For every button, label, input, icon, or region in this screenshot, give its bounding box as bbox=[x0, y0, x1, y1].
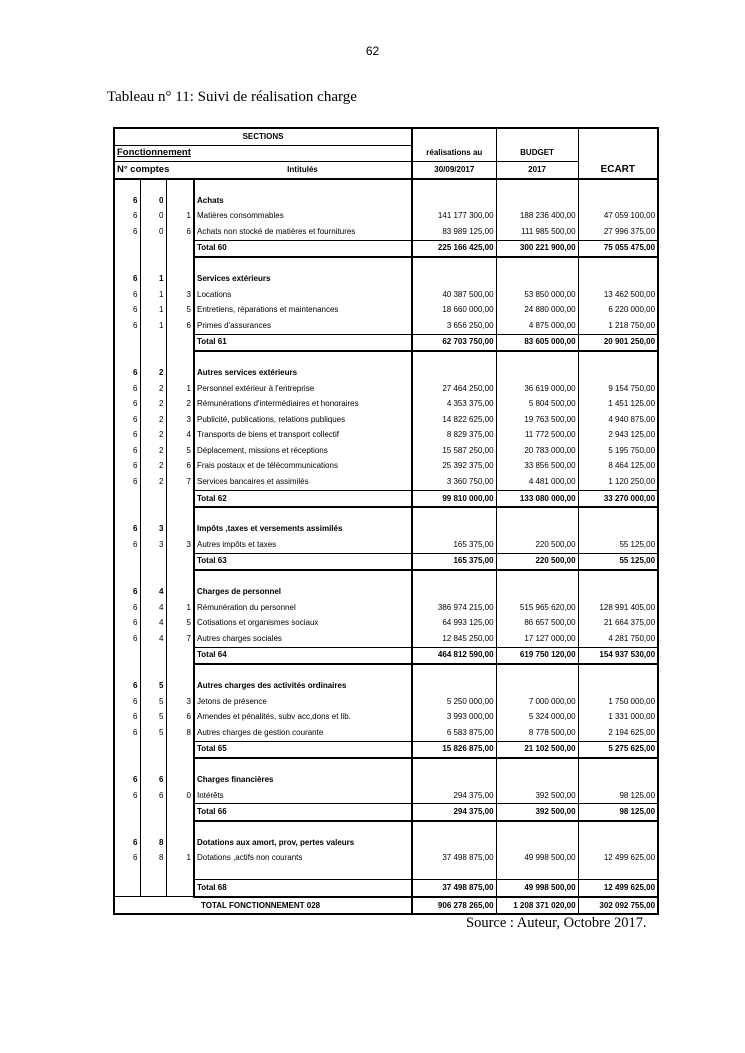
realisation-value: 14 822 625,00 bbox=[412, 412, 496, 428]
ecart-value: 8 464 125,00 bbox=[578, 459, 658, 475]
realisation-value: 3 993 000,00 bbox=[412, 709, 496, 725]
total-realisation: 62 703 750,00 bbox=[412, 334, 496, 351]
table-row bbox=[114, 302, 658, 318]
table-row bbox=[114, 428, 658, 444]
total-ecart: 55 125,00 bbox=[578, 553, 658, 570]
total-row bbox=[114, 490, 658, 507]
header-realisations: réalisations au bbox=[412, 145, 496, 162]
budget-value: 17 127 000,00 bbox=[496, 631, 578, 647]
account-detail: 6 bbox=[166, 459, 194, 475]
total-realisation: 37 498 875,00 bbox=[412, 880, 496, 897]
group-heading-row bbox=[114, 772, 658, 788]
budget-value: 4 875 000,00 bbox=[496, 318, 578, 334]
table-row bbox=[114, 381, 658, 397]
realisation-value: 4 353 375,00 bbox=[412, 396, 496, 412]
budget-value: 515 965 620,00 bbox=[496, 600, 578, 616]
total-budget: 133 080 000,00 bbox=[496, 490, 578, 507]
spacer-row bbox=[114, 664, 658, 678]
header-fonctionnement: Fonctionnement bbox=[117, 147, 191, 159]
realisation-value: 12 845 250,00 bbox=[412, 631, 496, 647]
total-realisation: 464 812 590,00 bbox=[412, 647, 496, 664]
ecart-value: 12 499 625,00 bbox=[578, 851, 658, 867]
row-label: Primes d'assurances bbox=[194, 318, 412, 334]
account-sub: 4 bbox=[140, 631, 166, 647]
total-budget: 619 750 120,00 bbox=[496, 647, 578, 664]
account-detail: 7 bbox=[166, 631, 194, 647]
realisation-value: 25 392 375,00 bbox=[412, 459, 496, 475]
budget-value: 11 772 500,00 bbox=[496, 428, 578, 444]
realisation-value: 141 177 300,00 bbox=[412, 208, 496, 224]
account-sub: 3 bbox=[140, 521, 166, 537]
row-label: Cotisations et organismes sociaux bbox=[194, 615, 412, 631]
table-row bbox=[114, 537, 658, 553]
account-sub: 6 bbox=[140, 788, 166, 804]
account-detail: 1 bbox=[166, 208, 194, 224]
row-label: Matières consommables bbox=[194, 208, 412, 224]
table-row bbox=[114, 474, 658, 490]
account-class: 6 bbox=[114, 615, 140, 631]
grand-total-budget: 1 208 371 020,00 bbox=[496, 897, 578, 915]
ecart-value: 1 331 000,00 bbox=[578, 709, 658, 725]
account-class: 6 bbox=[114, 851, 140, 867]
budget-value: 19 763 500,00 bbox=[496, 412, 578, 428]
account-sub: 5 bbox=[140, 678, 166, 694]
total-realisation: 225 166 425,00 bbox=[412, 240, 496, 257]
account-class: 6 bbox=[114, 835, 140, 851]
ecart-value: 6 220 000,00 bbox=[578, 302, 658, 318]
budget-value: 24 880 000,00 bbox=[496, 302, 578, 318]
table-row bbox=[114, 709, 658, 725]
total-ecart: 75 055 475,00 bbox=[578, 240, 658, 257]
budget-value: 33 856 500,00 bbox=[496, 459, 578, 475]
table-row bbox=[114, 412, 658, 428]
group-heading: Autres services extérieurs bbox=[194, 365, 412, 381]
row-label: Amendes et pénalités, subv acc,dons et lib. bbox=[194, 709, 412, 725]
account-sub: 2 bbox=[140, 459, 166, 475]
budget-value: 49 998 500,00 bbox=[496, 851, 578, 867]
realisation-value: 386 974 215,00 bbox=[412, 600, 496, 616]
source-note: Source : Auteur, Octobre 2017. bbox=[466, 915, 647, 931]
account-sub: 0 bbox=[140, 224, 166, 240]
spacer-row bbox=[114, 570, 658, 584]
ecart-value: 98 125,00 bbox=[578, 788, 658, 804]
budget-value: 36 619 000,00 bbox=[496, 381, 578, 397]
realisation-value: 37 498 875,00 bbox=[412, 851, 496, 867]
realisation-value: 3 360 750,00 bbox=[412, 474, 496, 490]
table-row bbox=[114, 788, 658, 804]
total-label: Total 68 bbox=[194, 880, 412, 897]
account-sub: 5 bbox=[140, 725, 166, 741]
budget-value: 220 500,00 bbox=[496, 537, 578, 553]
row-label: Intérêts bbox=[194, 788, 412, 804]
budget-value: 5 804 500,00 bbox=[496, 396, 578, 412]
spacer-row bbox=[114, 866, 658, 880]
account-sub: 5 bbox=[140, 709, 166, 725]
account-class: 6 bbox=[114, 193, 140, 209]
row-label: Autres impôts et taxes bbox=[194, 537, 412, 553]
ecart-value: 9 154 750,00 bbox=[578, 381, 658, 397]
table-row bbox=[114, 694, 658, 710]
ecart-value: 1 218 750,00 bbox=[578, 318, 658, 334]
account-class: 6 bbox=[114, 678, 140, 694]
total-row bbox=[114, 553, 658, 570]
total-row bbox=[114, 647, 658, 664]
account-sub: 2 bbox=[140, 443, 166, 459]
ecart-value: 21 664 375,00 bbox=[578, 615, 658, 631]
total-ecart: 5 275 625,00 bbox=[578, 741, 658, 758]
table-row bbox=[114, 725, 658, 741]
account-class: 6 bbox=[114, 537, 140, 553]
group-heading-row bbox=[114, 271, 658, 287]
header-ecart: ECART bbox=[578, 162, 658, 179]
table-row bbox=[114, 851, 658, 867]
realisation-value: 165 375,00 bbox=[412, 537, 496, 553]
account-sub: 2 bbox=[140, 381, 166, 397]
table-row bbox=[114, 459, 658, 475]
ecart-value: 55 125,00 bbox=[578, 537, 658, 553]
budget-value: 392 500,00 bbox=[496, 788, 578, 804]
spacer-row bbox=[114, 758, 658, 772]
header-intitules: Intitulés bbox=[194, 162, 412, 179]
group-heading-row bbox=[114, 835, 658, 851]
total-label: Total 66 bbox=[194, 804, 412, 821]
header-row-comptes bbox=[114, 162, 658, 179]
realisation-value: 83 989 125,00 bbox=[412, 224, 496, 240]
total-realisation: 294 375,00 bbox=[412, 804, 496, 821]
row-label: Rémunérations d'intermédiaires et honoraires bbox=[194, 396, 412, 412]
ecart-value: 47 059 100,00 bbox=[578, 208, 658, 224]
account-class: 6 bbox=[114, 631, 140, 647]
account-detail: 5 bbox=[166, 615, 194, 631]
total-ecart: 98 125,00 bbox=[578, 804, 658, 821]
account-sub: 2 bbox=[140, 412, 166, 428]
realisation-value: 15 587 250,00 bbox=[412, 443, 496, 459]
row-label: Achats non stocké de matières et fournitures bbox=[194, 224, 412, 240]
header-date: 30/09/2017 bbox=[412, 162, 496, 179]
account-sub: 4 bbox=[140, 584, 166, 600]
account-sub: 1 bbox=[140, 318, 166, 334]
total-row bbox=[114, 741, 658, 758]
account-detail: 4 bbox=[166, 428, 194, 444]
row-label: Locations bbox=[194, 287, 412, 303]
group-heading-row bbox=[114, 521, 658, 537]
total-label: Total 64 bbox=[194, 647, 412, 664]
budget-table bbox=[113, 127, 659, 915]
budget-value: 8 778 500,00 bbox=[496, 725, 578, 741]
account-class: 6 bbox=[114, 381, 140, 397]
header-row-fonctionnement bbox=[114, 145, 658, 162]
account-detail: 3 bbox=[166, 287, 194, 303]
total-label: Total 60 bbox=[194, 240, 412, 257]
realisation-value: 18 660 000,00 bbox=[412, 302, 496, 318]
account-detail: 3 bbox=[166, 537, 194, 553]
total-budget: 220 500,00 bbox=[496, 553, 578, 570]
ecart-value: 128 991 405,00 bbox=[578, 600, 658, 616]
account-class: 6 bbox=[114, 443, 140, 459]
total-realisation: 15 826 875,00 bbox=[412, 741, 496, 758]
account-detail: 8 bbox=[166, 725, 194, 741]
account-detail: 3 bbox=[166, 694, 194, 710]
total-budget: 392 500,00 bbox=[496, 804, 578, 821]
budget-value: 86 657 500,00 bbox=[496, 615, 578, 631]
row-label: Entretiens, réparations et maintenances bbox=[194, 302, 412, 318]
grand-total-label: TOTAL FONCTIONNEMENT 028 bbox=[114, 897, 412, 915]
group-heading-row bbox=[114, 678, 658, 694]
realisation-value: 5 250 000,00 bbox=[412, 694, 496, 710]
header-sections: SECTIONS bbox=[114, 128, 412, 145]
table-row bbox=[114, 318, 658, 334]
total-label: Total 63 bbox=[194, 553, 412, 570]
account-class: 6 bbox=[114, 772, 140, 788]
group-heading-row bbox=[114, 193, 658, 209]
grand-total-row bbox=[114, 897, 658, 915]
budget-value: 20 783 000,00 bbox=[496, 443, 578, 459]
group-heading: Dotations aux amort, prov, pertes valeurs bbox=[194, 835, 412, 851]
row-label: Services bancaires et assimilés bbox=[194, 474, 412, 490]
group-heading-row bbox=[114, 584, 658, 600]
ecart-value: 2 194 625,00 bbox=[578, 725, 658, 741]
table-caption: Tableau n° 11: Suivi de réalisation charge bbox=[107, 89, 357, 105]
table-row bbox=[114, 287, 658, 303]
account-sub: 5 bbox=[140, 694, 166, 710]
account-class: 6 bbox=[114, 600, 140, 616]
total-budget: 83 605 000,00 bbox=[496, 334, 578, 351]
row-label: Transports de biens et transport collectif bbox=[194, 428, 412, 444]
header-n-comptes: N° comptes bbox=[114, 162, 194, 179]
account-detail: 5 bbox=[166, 302, 194, 318]
account-class: 6 bbox=[114, 271, 140, 287]
grand-total-realisation: 906 278 265,00 bbox=[412, 897, 496, 915]
account-sub: 2 bbox=[140, 474, 166, 490]
total-ecart: 20 901 250,00 bbox=[578, 334, 658, 351]
header-row-sections bbox=[114, 128, 658, 145]
total-label: Total 61 bbox=[194, 334, 412, 351]
total-budget: 21 102 500,00 bbox=[496, 741, 578, 758]
account-sub: 0 bbox=[140, 193, 166, 209]
header-year: 2017 bbox=[496, 162, 578, 179]
budget-value: 4 481 000,00 bbox=[496, 474, 578, 490]
row-label: Publicité, publications, relations publiques bbox=[194, 412, 412, 428]
group-heading: Services extérieurs bbox=[194, 271, 412, 287]
realisation-value: 6 583 875,00 bbox=[412, 725, 496, 741]
total-budget: 300 221 900,00 bbox=[496, 240, 578, 257]
ecart-value: 2 943 125,00 bbox=[578, 428, 658, 444]
spacer-row bbox=[114, 351, 658, 365]
table-row bbox=[114, 443, 658, 459]
budget-value: 5 324 000,00 bbox=[496, 709, 578, 725]
account-detail: 5 bbox=[166, 443, 194, 459]
header-budget: BUDGET bbox=[496, 145, 578, 162]
account-detail: 0 bbox=[166, 788, 194, 804]
ecart-value: 1 750 000,00 bbox=[578, 694, 658, 710]
spacer-row bbox=[114, 507, 658, 521]
total-ecart: 154 937 530,00 bbox=[578, 647, 658, 664]
realisation-value: 27 464 250,00 bbox=[412, 381, 496, 397]
table-row bbox=[114, 600, 658, 616]
total-label: Total 65 bbox=[194, 741, 412, 758]
grand-total-ecart: 302 092 755,00 bbox=[578, 897, 658, 915]
row-label: Jetons de présence bbox=[194, 694, 412, 710]
account-sub: 2 bbox=[140, 396, 166, 412]
account-detail: 6 bbox=[166, 318, 194, 334]
account-detail: 3 bbox=[166, 412, 194, 428]
total-ecart: 12 499 625,00 bbox=[578, 880, 658, 897]
ecart-value: 13 462 500,00 bbox=[578, 287, 658, 303]
account-sub: 0 bbox=[140, 208, 166, 224]
account-detail: 1 bbox=[166, 600, 194, 616]
total-realisation: 99 810 000,00 bbox=[412, 490, 496, 507]
account-class: 6 bbox=[114, 521, 140, 537]
account-sub: 4 bbox=[140, 615, 166, 631]
total-row bbox=[114, 880, 658, 897]
account-class: 6 bbox=[114, 365, 140, 381]
account-class: 6 bbox=[114, 459, 140, 475]
row-label: Personnel extérieur à l'entreprise bbox=[194, 381, 412, 397]
account-detail: 6 bbox=[166, 224, 194, 240]
ecart-value: 1 120 250,00 bbox=[578, 474, 658, 490]
group-heading-row bbox=[114, 365, 658, 381]
row-label: Rémunération du personnel bbox=[194, 600, 412, 616]
table-row bbox=[114, 615, 658, 631]
account-class: 6 bbox=[114, 208, 140, 224]
realisation-value: 3 656 250,00 bbox=[412, 318, 496, 334]
row-label: Autres charges de gestion courante bbox=[194, 725, 412, 741]
account-detail: 1 bbox=[166, 851, 194, 867]
account-class: 6 bbox=[114, 224, 140, 240]
realisation-value: 64 993 125,00 bbox=[412, 615, 496, 631]
account-sub: 1 bbox=[140, 271, 166, 287]
account-sub: 1 bbox=[140, 287, 166, 303]
ecart-value: 4 940 875,00 bbox=[578, 412, 658, 428]
total-row bbox=[114, 804, 658, 821]
spacer-row bbox=[114, 179, 658, 193]
ecart-value: 5 195 750,00 bbox=[578, 443, 658, 459]
group-heading: Autres charges des activités ordinaires bbox=[194, 678, 412, 694]
table-row bbox=[114, 631, 658, 647]
group-heading: Charges financières bbox=[194, 772, 412, 788]
account-sub: 6 bbox=[140, 772, 166, 788]
group-heading: Achats bbox=[194, 193, 412, 209]
spacer-row bbox=[114, 821, 658, 835]
total-label: Total 62 bbox=[194, 490, 412, 507]
account-class: 6 bbox=[114, 428, 140, 444]
budget-value: 111 985 500,00 bbox=[496, 224, 578, 240]
row-label: Déplacement, missions et réceptions bbox=[194, 443, 412, 459]
account-sub: 3 bbox=[140, 537, 166, 553]
total-realisation: 165 375,00 bbox=[412, 553, 496, 570]
spacer-row bbox=[114, 257, 658, 271]
table-row bbox=[114, 208, 658, 224]
table-row bbox=[114, 224, 658, 240]
ecart-value: 1 451 125,00 bbox=[578, 396, 658, 412]
account-class: 6 bbox=[114, 725, 140, 741]
row-label: Autres charges sociales bbox=[194, 631, 412, 647]
realisation-value: 8 829 375,00 bbox=[412, 428, 496, 444]
budget-value: 188 236 400,00 bbox=[496, 208, 578, 224]
account-class: 6 bbox=[114, 318, 140, 334]
realisation-value: 40 387 500,00 bbox=[412, 287, 496, 303]
budget-value: 7 000 000,00 bbox=[496, 694, 578, 710]
account-sub: 1 bbox=[140, 302, 166, 318]
account-class: 6 bbox=[114, 788, 140, 804]
account-detail: 7 bbox=[166, 474, 194, 490]
total-ecart: 33 270 000,00 bbox=[578, 490, 658, 507]
account-detail: 2 bbox=[166, 396, 194, 412]
ecart-value: 4 281 750,00 bbox=[578, 631, 658, 647]
account-sub: 4 bbox=[140, 600, 166, 616]
realisation-value: 294 375,00 bbox=[412, 788, 496, 804]
account-class: 6 bbox=[114, 694, 140, 710]
group-heading: Impôts ,taxes et versements assimilés bbox=[194, 521, 412, 537]
group-heading: Charges de personnel bbox=[194, 584, 412, 600]
account-class: 6 bbox=[114, 709, 140, 725]
row-label: Frais postaux et de télécommunications bbox=[194, 459, 412, 475]
total-row bbox=[114, 334, 658, 351]
budget-value: 53 850 000,00 bbox=[496, 287, 578, 303]
table-row bbox=[114, 396, 658, 412]
total-budget: 49 998 500,00 bbox=[496, 880, 578, 897]
account-class: 6 bbox=[114, 474, 140, 490]
account-sub: 8 bbox=[140, 851, 166, 867]
account-sub: 2 bbox=[140, 365, 166, 381]
account-class: 6 bbox=[114, 584, 140, 600]
account-sub: 8 bbox=[140, 835, 166, 851]
account-sub: 2 bbox=[140, 428, 166, 444]
account-detail: 6 bbox=[166, 709, 194, 725]
total-row bbox=[114, 240, 658, 257]
account-class: 6 bbox=[114, 287, 140, 303]
page-number: 62 bbox=[365, 44, 380, 58]
account-detail: 1 bbox=[166, 381, 194, 397]
account-class: 6 bbox=[114, 302, 140, 318]
account-class: 6 bbox=[114, 412, 140, 428]
row-label: Dotations ,actifs non courants bbox=[194, 851, 412, 867]
account-class: 6 bbox=[114, 396, 140, 412]
ecart-value: 27 996 375,00 bbox=[578, 224, 658, 240]
